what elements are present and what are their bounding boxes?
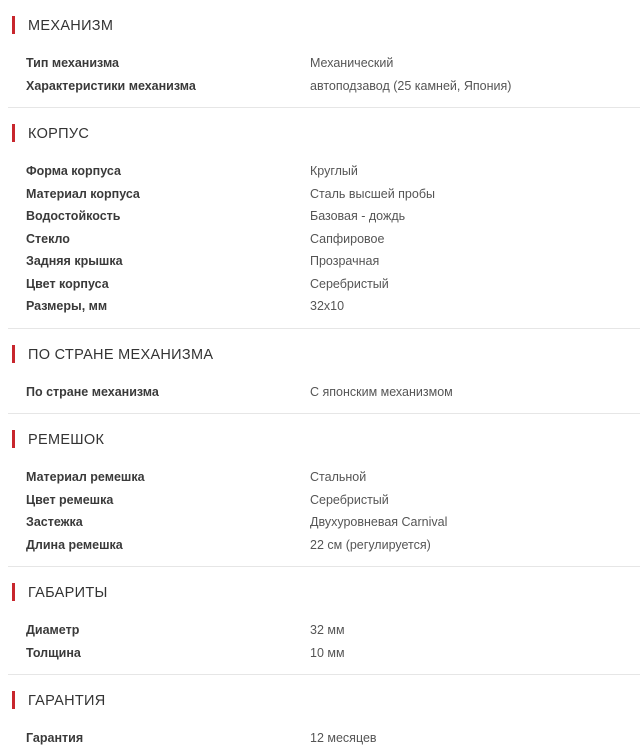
section-accent-bar	[12, 691, 15, 709]
spec-value: 32 мм	[310, 623, 345, 637]
section-title: ГАРАНТИЯ	[28, 693, 106, 709]
spec-label: Материал ремешка	[26, 470, 145, 484]
spec-value: Прозрачная	[310, 254, 380, 268]
spec-value: Стальной	[310, 470, 367, 484]
section-header	[0, 108, 640, 160]
spec-row	[0, 511, 640, 534]
spec-value: Механический	[310, 56, 394, 70]
spec-row	[0, 228, 640, 251]
spec-value: Круглый	[310, 164, 358, 178]
spec-value: Серебристый	[310, 492, 389, 507]
section-title: КОРПУС	[28, 126, 90, 142]
spec-value: Серебристый	[310, 276, 389, 291]
spec-label: Длина ремешка	[26, 537, 123, 552]
spec-row	[0, 642, 640, 665]
spec-value: Сталь высшей пробы	[310, 186, 435, 201]
section-title: ПО СТРАНЕ МЕХАНИЗМА	[28, 346, 214, 363]
spec-value: 10 мм	[310, 645, 345, 660]
section-accent-bar	[12, 345, 15, 363]
spec-row	[0, 52, 640, 75]
section-title: МЕХАНИЗМ	[28, 18, 114, 34]
spec-label: По стране механизма	[26, 384, 159, 399]
spec-label: Гарантия	[26, 731, 84, 745]
spec-value: Сапфировое	[310, 231, 385, 246]
spec-rows	[0, 160, 640, 318]
section-accent-bar	[12, 430, 15, 448]
spec-value: Базовая - дождь	[310, 209, 406, 223]
spec-label: Тип механизма	[26, 56, 119, 70]
section-header	[0, 0, 640, 52]
spec-section	[0, 0, 640, 108]
spec-label: Толщина	[26, 645, 81, 660]
spec-row	[0, 381, 640, 404]
section-header	[0, 675, 640, 727]
spec-row	[0, 295, 640, 318]
spec-section	[0, 675, 640, 750]
spec-section	[0, 567, 640, 675]
spec-label: Задняя крышка	[26, 254, 123, 268]
spec-label: Форма корпуса	[26, 164, 121, 178]
spec-label: Застежка	[26, 515, 83, 529]
spec-value: Двухуровневая Carnival	[310, 515, 448, 529]
spec-row	[0, 489, 640, 512]
spec-label: Цвет ремешка	[26, 492, 114, 507]
spec-label: Водостойкость	[26, 209, 121, 223]
spec-row	[0, 160, 640, 183]
spec-rows	[0, 52, 640, 97]
spec-row	[0, 466, 640, 489]
spec-rows	[0, 381, 640, 404]
spec-section	[0, 414, 640, 567]
spec-row	[0, 727, 640, 750]
spec-label: Диаметр	[26, 623, 80, 637]
spec-rows	[0, 466, 640, 556]
section-header	[0, 567, 640, 619]
section-accent-bar	[12, 16, 15, 34]
spec-section	[0, 329, 640, 415]
spec-label: Размеры, мм	[26, 299, 108, 313]
spec-label: Материал корпуса	[26, 186, 140, 201]
spec-rows	[0, 619, 640, 664]
section-accent-bar	[12, 583, 15, 601]
spec-row	[0, 183, 640, 206]
section-header	[0, 329, 640, 381]
spec-label: Стекло	[26, 231, 70, 246]
section-header	[0, 414, 640, 466]
spec-rows	[0, 727, 640, 750]
spec-row	[0, 205, 640, 228]
section-title: ГАБАРИТЫ	[28, 585, 108, 601]
spec-row	[0, 75, 640, 98]
spec-row	[0, 534, 640, 557]
spec-label: Цвет корпуса	[26, 276, 109, 291]
spec-value: автоподзавод (25 камней, Япония)	[310, 78, 512, 93]
spec-label: Характеристики механизма	[26, 78, 196, 93]
spec-value: 22 см (регулируется)	[310, 537, 431, 552]
section-accent-bar	[12, 124, 15, 142]
spec-row	[0, 250, 640, 273]
spec-section	[0, 108, 640, 329]
spec-value: С японским механизмом	[310, 384, 453, 399]
spec-value: 32x10	[310, 299, 345, 313]
spec-value: 12 месяцев	[310, 731, 377, 745]
spec-row	[0, 619, 640, 642]
section-title: РЕМЕШОК	[28, 432, 105, 448]
spec-row	[0, 273, 640, 296]
